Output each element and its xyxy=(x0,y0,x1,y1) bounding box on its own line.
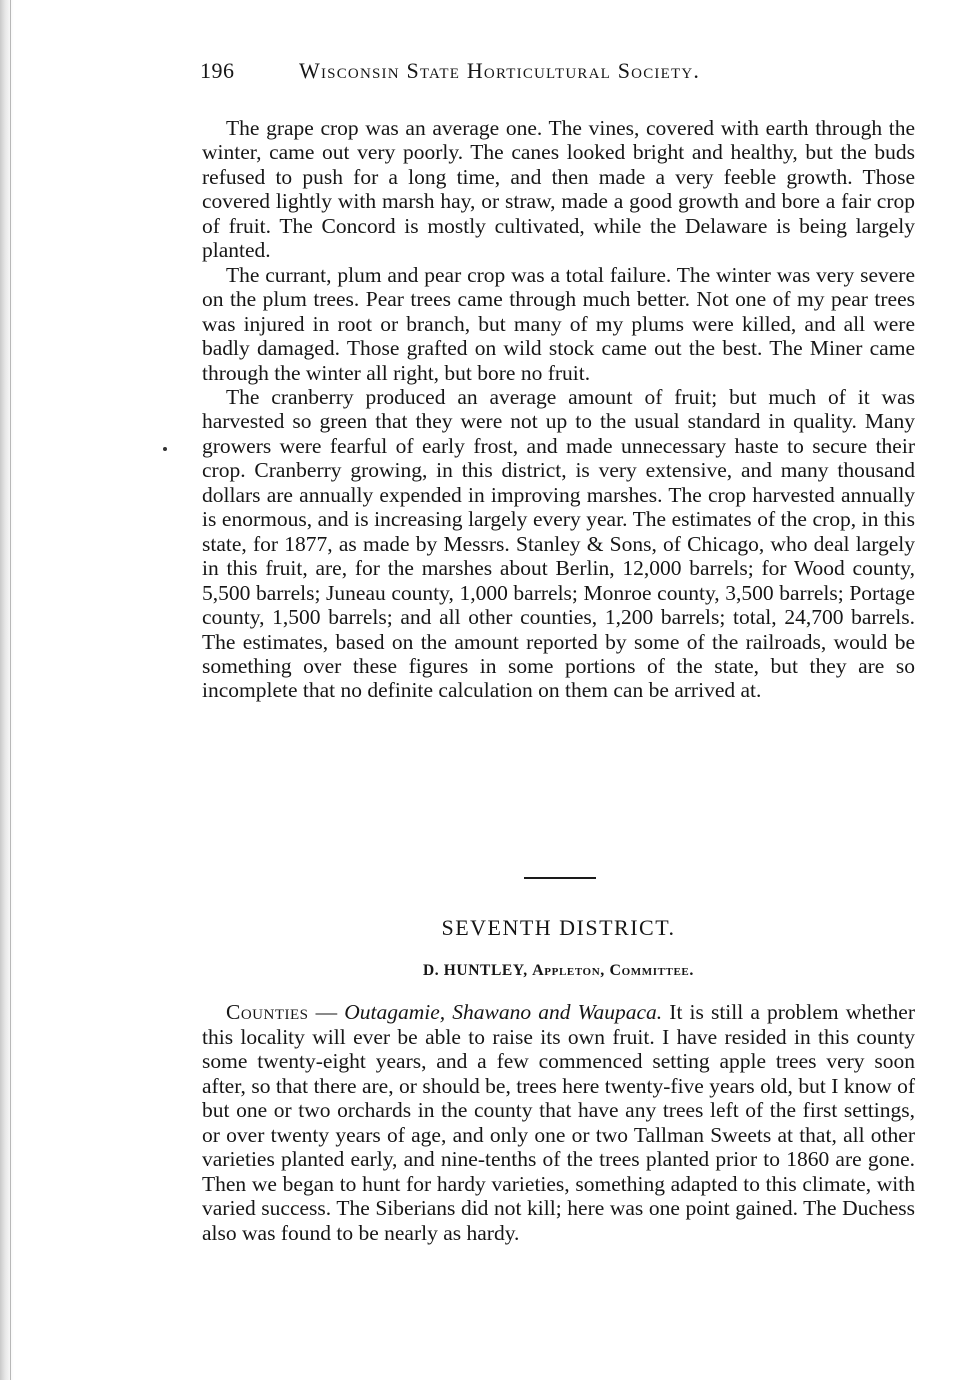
committee-location: Appleton, Committee. xyxy=(532,962,694,979)
counties-separator: — xyxy=(308,1000,345,1024)
committee-line xyxy=(202,961,915,981)
counties-label: Counties xyxy=(226,1000,309,1024)
section-heading: SEVENTH DISTRICT. xyxy=(441,915,676,940)
paragraph-counties xyxy=(202,1000,915,1245)
binding-edge-line xyxy=(10,0,11,1380)
paragraph-currant-plum-pear: The currant, plum and pear crop was a total failure. The winter was very severe on the plum trees. Pear trees came through much better. Not one of my pear trees was injured in root or branch, but many of my plums were killed, and all were badly damaged. Those grafted on wild stock came out the best. The Miner came through the winter all right, but bore no fruit. xyxy=(202,262,915,385)
stray-ink-mark xyxy=(163,447,167,451)
section-divider-rule xyxy=(524,877,596,879)
running-header xyxy=(200,56,912,86)
committee-name: D. HUNTLEY, xyxy=(423,962,528,979)
counties-paragraph-text: It is still a problem whether this locality will ever be able to raise its own fruit. I have resided in this county some twenty-eight years, and a few commenced setting apple trees very soon after, so that there are, or should be, trees here twenty-five years old, but I know of but one or two orchards in the county that have any trees left of the first settings, or over twenty years of age, and only one or two Tallman Sweets at that, all other varieties planted early, and nine-tenths of the trees planted prior to 1860 are gone. Then we began to hunt for hardy varieties, something adapted to this climate, with varied success. The Siberians did not kill; here was one point gained. The Duchess also was found to be nearly as hardy. xyxy=(202,1000,915,1245)
counties-list: Outagamie, Shawano and Waupaca. xyxy=(344,1000,663,1024)
body-text xyxy=(202,116,915,703)
page-gutter-shadow xyxy=(0,0,14,1380)
paragraph-grape-crop: The grape crop was an average one. The vines, covered with earth through the winter, came out very poorly. The canes looked bright and healthy, but the buds refused to push for a long time, and then made a very feeble growth. Those covered lightly with marsh hay, or straw, made a good growth and bore a fair crop of fruit. The Concord is mostly cultivated, while the Delaware is being largely planted. xyxy=(202,116,915,263)
running-title: Wisconsin State Horticultural Society. xyxy=(299,58,701,83)
paragraph-cranberry: The cranberry produced an average amount of fruit; but much of it was harvested so green that they were not up to the usual standard in quality. Many growers were fearful of early frost, and made unnecessary haste to secure their crop. Cranberry growing, in this district, is very extensive, and many thousand dollars are annually expended in improving marshes. The crop harvested annually is enormous, and is increasing largely every year. The estimates of the crop, in this state, for 1877, as made by Messrs. Stanley & Sons, of Chicago, who deal largely in this fruit, are, for the marshes about Berlin, 12,000 barrels; for Wood county, 5,500 barrels; Juneau county, 1,000 barrels; Monroe county, 3,500 barrels; Portage county, 1,500 barrels; and all other counties, 1,200 barrels; total, 24,700 barrels. The estimates, based on the amount reported by some of the railroads, would be something over these figures in some portions of the state, but they are so incomplete that no definite calculation on them can be arrived at. xyxy=(202,384,915,703)
body-text-seventh-district xyxy=(202,1000,915,1245)
page-number: 196 xyxy=(200,58,235,83)
